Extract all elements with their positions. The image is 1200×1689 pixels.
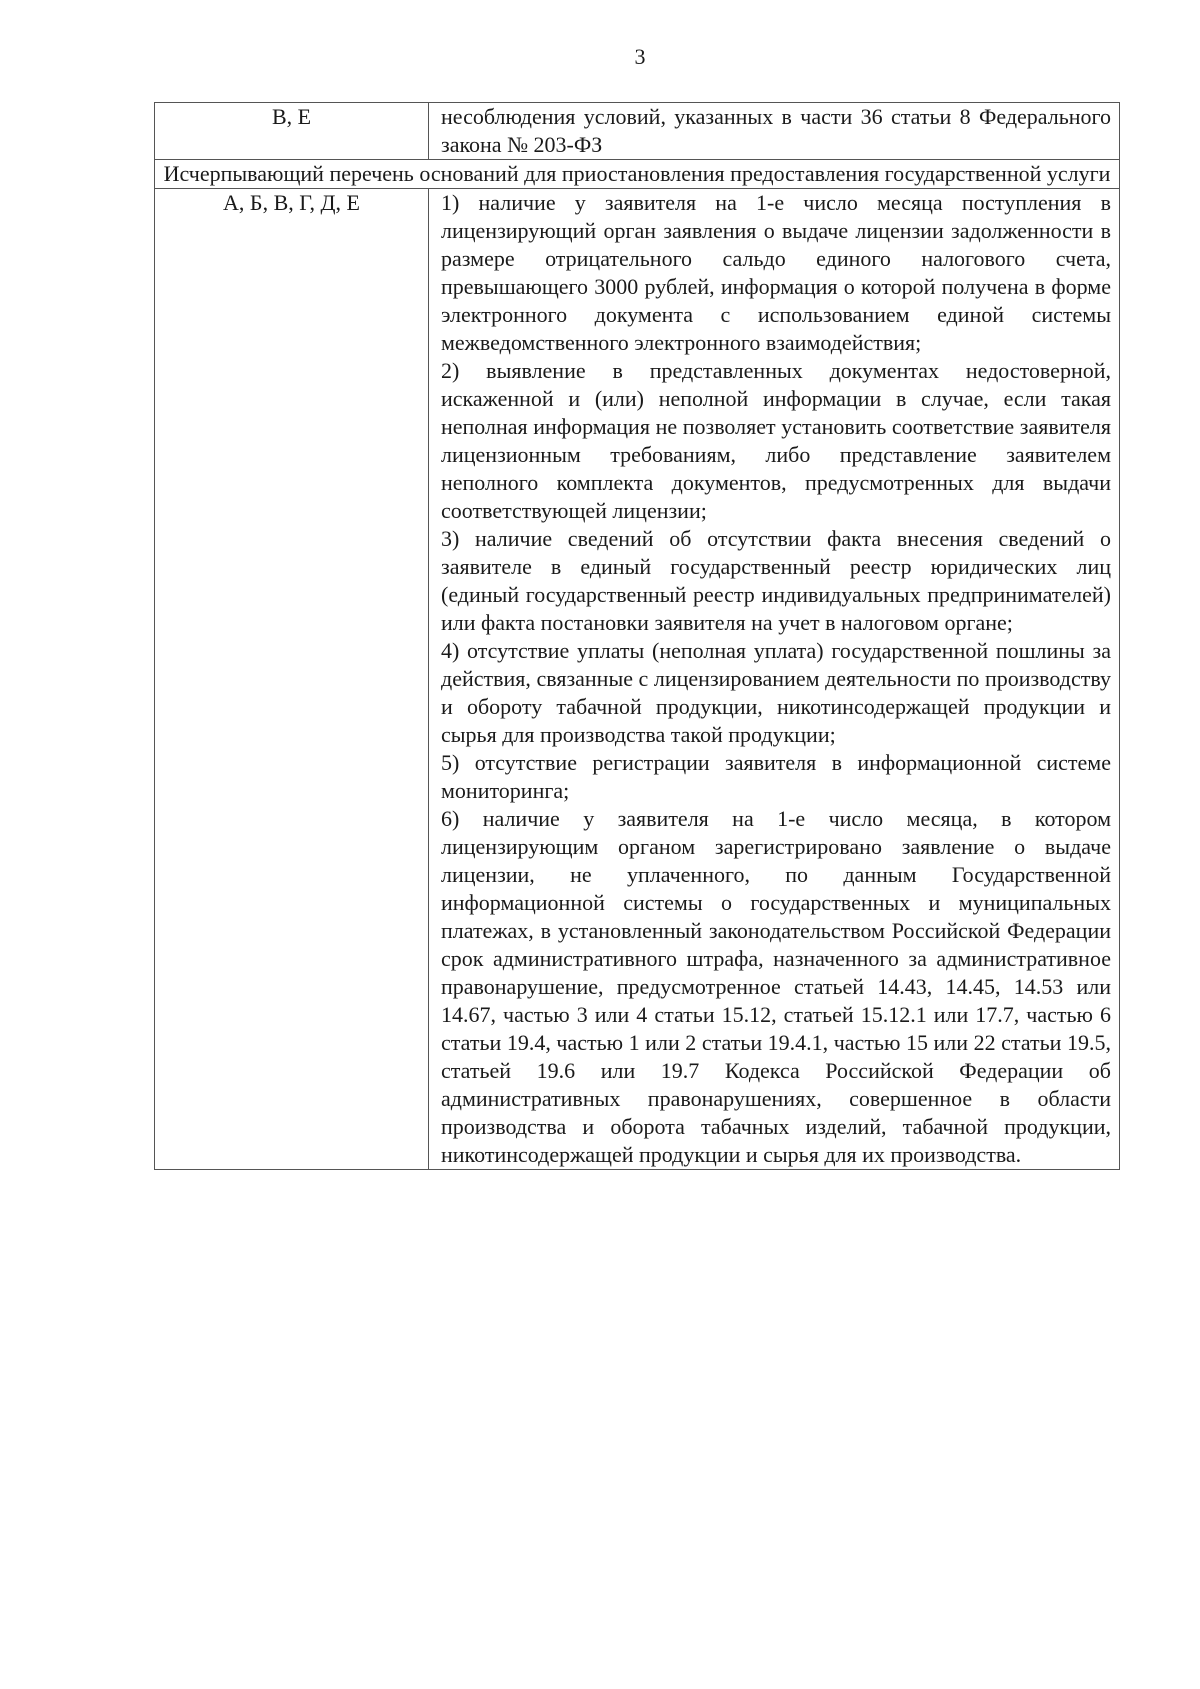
applicant-codes-cell: В, Е	[155, 103, 429, 160]
ground-text-cell	[429, 103, 1120, 160]
section-header-row	[155, 160, 1120, 189]
page-number: 3	[634, 44, 646, 69]
ground-item-1: 1) наличие у заявителя на 1-е число месяца поступления в лицензирующий орган заявления о выдаче лицензии задолженности в размере отрицательного сальдо единого налогового счета, превышающего 3000 рублей, информация о которой получена в форме электронного документа с использованием единой системы межведомственного электронного взаимодействия;	[441, 190, 1111, 355]
ground-item-3: 3) наличие сведений об отсутствии факта внесения сведений о заявителе в единый государственный реестр юридических лиц (единый государственный реестр индивидуальных предпринимателей) или факта постановки заявителя на учет в налоговом органе;	[441, 526, 1111, 635]
table-row	[155, 189, 1120, 1170]
ground-item-5: 5) отсутствие регистрации заявителя в информационной системе мониторинга;	[441, 750, 1111, 803]
section-header: Исчерпывающий перечень оснований для приостановления предоставления государственной услуги	[155, 160, 1120, 189]
ground-item-2: 2) выявление в представленных документах недостоверной, искаженной и (или) неполной информации в случае, если такая неполная информация не позволяет установить соответствие заявителя лицензионным требованиям, либо представление заявителем неполного комплекта документов, предусмотренных для выдачи соответствующей лицензии;	[441, 358, 1111, 523]
table-row	[155, 103, 1120, 160]
ground-text: несоблюдения условий, указанных в части 36 статьи 8 Федерального закона № 203-ФЗ	[441, 104, 1111, 157]
grounds-list-cell	[429, 189, 1120, 1170]
ground-item-4: 4) отсутствие уплаты (неполная уплата) государственной пошлины за действия, связанные с лицензированием деятельности по производству и обороту табачной продукции, никотинсодержащей продукции и сырья для производства такой продукции;	[441, 638, 1111, 747]
ground-item-6: 6) наличие у заявителя на 1-е число месяца, в котором лицензирующим органом зарегистрировано заявление о выдаче лицензии, не уплаченного, по данным Государственной информационной системы о государственных и муниципальных платежах, в установленный законодательством Российской Федерации срок административного штрафа, назначенного за административное правонарушение, предусмотренное статьей 14.43, 14.45, 14.53 или 14.67, частью 3 или 4 статьи 15.12, статьей 15.12.1 или 17.7, частью 6 статьи 19.4, частью 1 или 2 статьи 19.4.1, частью 15 или 22 статьи 19.5, статьей 19.6 или 19.7 Кодекса Российской Федерации об административных правонарушениях, совершенное в области производства и оборота табачных изделий, табачной продукции, никотинсодержащей продукции и сырья для их производства.	[441, 806, 1111, 1167]
applicant-codes-cell: А, Б, В, Г, Д, Е	[155, 189, 429, 1170]
grounds-table	[154, 102, 1120, 1170]
